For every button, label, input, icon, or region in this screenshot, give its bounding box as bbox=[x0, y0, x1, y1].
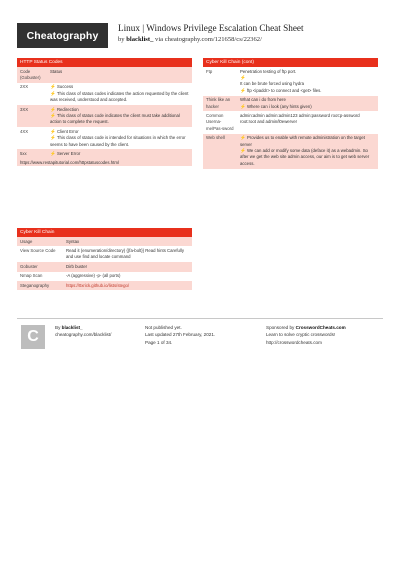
kill-chain-cont-box bbox=[203, 58, 378, 169]
table-row bbox=[17, 272, 192, 281]
col-header-status: Status bbox=[50, 68, 63, 74]
lightning-bolt-icon: ⚡ bbox=[50, 135, 56, 141]
author-avatar[interactable]: C bbox=[21, 325, 45, 349]
lightning-bolt-icon: ⚡ bbox=[240, 103, 246, 109]
usage-cell: Steganography bbox=[20, 282, 50, 288]
byline-author[interactable]: blacklist_ bbox=[126, 36, 154, 43]
footer-meta bbox=[145, 324, 260, 346]
http-status-box bbox=[17, 58, 192, 166]
lightning-bolt-icon: ⚡ bbox=[240, 87, 246, 93]
syntax-cell: -A (aggressive) -p- (all ports) bbox=[66, 273, 121, 279]
status-label: Server Error bbox=[56, 150, 81, 156]
webshell-line2: We can add or modify some data (deface it) as a webadmin. So after we get the web site admin access, our aim is to get web server access. bbox=[240, 147, 370, 166]
kill-chain-cont-title: Cyber Kill Chain (cont) bbox=[203, 58, 378, 67]
status-code: 4XX bbox=[20, 128, 29, 134]
footer-updated: Last updated 27th February, 2021. bbox=[145, 332, 216, 338]
usage-cell: Common Userna-me/Pas-sword bbox=[206, 112, 234, 131]
table-header bbox=[17, 67, 192, 83]
lightning-bolt-icon: ⚡ bbox=[50, 90, 56, 96]
lightning-bolt-icon: ⚡ bbox=[240, 74, 246, 80]
status-code: 5xx bbox=[20, 150, 27, 156]
status-desc bbox=[47, 83, 192, 105]
lightning-bolt-icon: ⚡ bbox=[50, 128, 56, 134]
table-row bbox=[17, 105, 192, 127]
status-desc bbox=[47, 127, 192, 149]
table-row bbox=[17, 262, 192, 271]
status-label: Success bbox=[56, 84, 74, 90]
ftp-desc: Penetration testing of ftp port. bbox=[240, 68, 297, 74]
status-detail: This class of status code indicates the client must take additional action to complete the request. bbox=[50, 112, 180, 125]
status-detail: This class of status codes indicates the action requested by the client was received, understood and accepted. bbox=[50, 90, 189, 103]
status-desc bbox=[47, 105, 192, 127]
http-status-title: HTTP Status Codes bbox=[17, 58, 192, 67]
table-header bbox=[17, 237, 192, 246]
status-detail: This class of status code is intended for situations in which the error seems to have been caused by the client. bbox=[50, 135, 186, 147]
footer-published: Not published yet. bbox=[145, 325, 182, 330]
status-label: Redirection bbox=[56, 106, 79, 112]
ftp-connect: ftp <ipaddr> to connect and <get> files. bbox=[246, 87, 322, 93]
status-code: 3XX bbox=[20, 106, 29, 112]
reference-link[interactable]: https://www.restapitutorial.com/httpstatuscodes.html bbox=[17, 159, 192, 166]
sponsor-prefix: Sponsored by bbox=[266, 325, 295, 330]
status-desc bbox=[47, 149, 192, 158]
webshell-line1: Provides us to enable with remote administration on the target server bbox=[240, 135, 365, 147]
usage-cell: Think like an hacker bbox=[206, 97, 231, 109]
footer-author-name[interactable]: blacklist_ bbox=[61, 325, 83, 330]
sheet-title: Linux | Windows Privilege Escalation Cheat Sheet bbox=[118, 23, 304, 33]
footer-divider bbox=[17, 318, 383, 319]
footer-sponsor bbox=[266, 324, 386, 346]
syntax-cell bbox=[237, 96, 378, 112]
table-row bbox=[17, 149, 192, 158]
lightning-bolt-icon: ⚡ bbox=[50, 150, 56, 156]
kill-chain-box bbox=[17, 228, 192, 290]
table-row bbox=[17, 246, 192, 262]
usage-cell: Nmap Scan bbox=[20, 273, 43, 279]
hacker-line1: What can i do from here bbox=[240, 97, 286, 103]
cheatography-logo[interactable]: Cheatography bbox=[17, 23, 108, 48]
table-row bbox=[203, 67, 378, 96]
ftp-hydra: It can be brute forced using hydra bbox=[240, 81, 305, 87]
sponsor-tagline: Learn to solve cryptic crosswords! bbox=[266, 332, 336, 338]
usage-cell: Web shell bbox=[206, 135, 225, 141]
hacker-line2: Where can i look (any hints given) bbox=[246, 103, 312, 109]
usage-cell: Gobuster bbox=[20, 263, 38, 269]
footer-author bbox=[55, 324, 140, 339]
usage-cell: View Source Code bbox=[20, 247, 56, 253]
stego-link[interactable]: https://0xrick.github.io/lists/stego/ bbox=[66, 282, 130, 288]
footer-by: By bbox=[55, 325, 61, 330]
table-row bbox=[17, 127, 192, 149]
byline-url[interactable]: via cheatography.com/121658/cs/22362/ bbox=[155, 36, 262, 43]
byline-by: by bbox=[118, 36, 125, 43]
lightning-bolt-icon: ⚡ bbox=[50, 106, 56, 112]
usage-cell: Ftp bbox=[206, 68, 213, 74]
syntax-cell: Dirb buster bbox=[66, 263, 88, 269]
syntax-cell bbox=[237, 67, 378, 96]
sponsor-name[interactable]: CrosswordCheats.com bbox=[295, 325, 346, 330]
lightning-bolt-icon: ⚡ bbox=[240, 135, 246, 141]
table-row bbox=[203, 111, 378, 133]
footer-author-url[interactable]: cheatography.com/blacklist/ bbox=[55, 332, 112, 338]
syntax-cell bbox=[237, 134, 378, 169]
table-row bbox=[203, 134, 378, 169]
col-header-code: Code (Gobuster) bbox=[20, 68, 41, 80]
sponsor-url[interactable]: http://crosswordcheats.com bbox=[266, 339, 322, 345]
kill-chain-title: Cyber Kill Chain bbox=[17, 228, 192, 237]
syntax-cell: Read it (enumeration/directory) {{fa-bolt}} Read hints Carefully and use find and locate command bbox=[66, 247, 184, 260]
table-row bbox=[17, 281, 192, 290]
lightning-bolt-icon: ⚡ bbox=[50, 112, 56, 118]
table-row bbox=[17, 83, 192, 105]
sheet-byline bbox=[118, 35, 388, 44]
table-row bbox=[203, 96, 378, 112]
lightning-bolt-icon: ⚡ bbox=[50, 84, 56, 90]
syntax-cell: admin:admin admin:admin123 admin:password root:p-assword root:root and admin/l0ewerver bbox=[240, 112, 360, 125]
status-label: Client Error bbox=[56, 128, 79, 134]
col-header-usage: Usage bbox=[20, 238, 33, 244]
status-code: 2XX bbox=[20, 84, 29, 90]
lightning-bolt-icon: ⚡ bbox=[240, 147, 246, 153]
footer-page: Page 1 of 34. bbox=[145, 339, 173, 345]
col-header-syntax: Syntax bbox=[66, 238, 80, 244]
